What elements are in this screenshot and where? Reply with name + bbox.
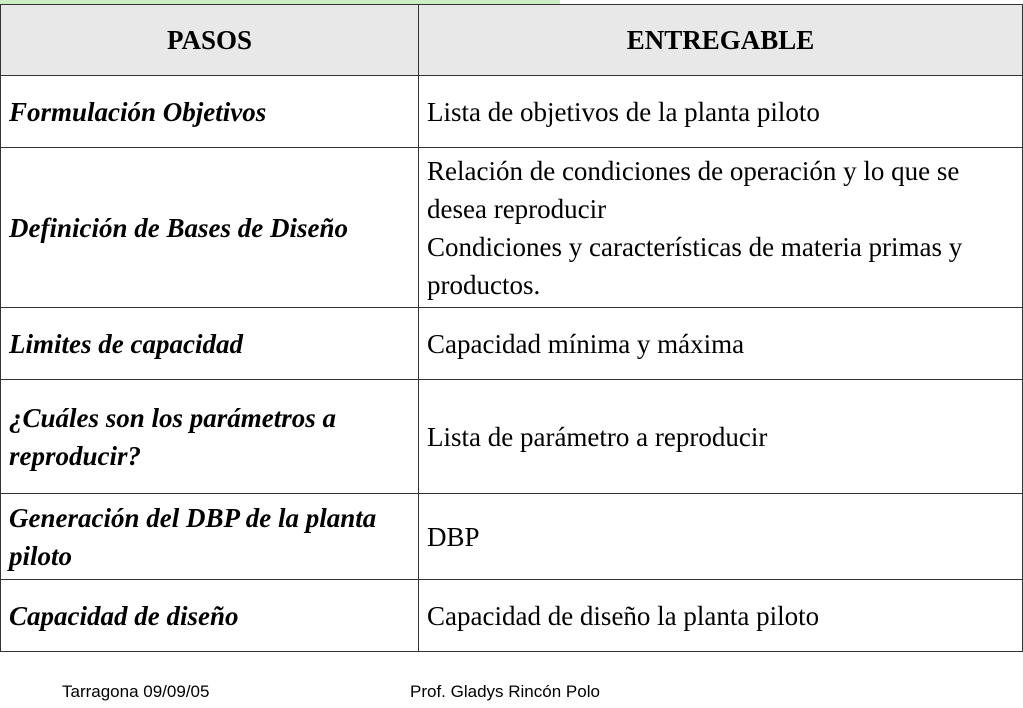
deliverable-cell: [419, 494, 1023, 580]
deliverable-cell: [419, 580, 1023, 652]
step-text: Capacidad de diseño: [9, 600, 239, 631]
table-row: [1, 580, 1023, 652]
step-text: Definición de Bases de Diseño: [9, 212, 348, 243]
step-cell: [1, 148, 419, 308]
deliverable-text: Lista de objetivos de la planta piloto: [427, 96, 820, 127]
table-row: [1, 494, 1023, 580]
step-cell: [1, 580, 419, 652]
deliverable-cell: [419, 380, 1023, 494]
step-text: Generación del DBP de la planta piloto: [9, 502, 377, 571]
step-cell: [1, 494, 419, 580]
table-row: [1, 380, 1023, 494]
table-row: [1, 148, 1023, 308]
deliverable-text: Capacidad mínima y máxima: [427, 328, 745, 359]
deliverable-cell: [419, 148, 1023, 308]
step-cell: [1, 380, 419, 494]
deliverable-text: Relación de condiciones de operación y lo que se desea reproducir: [427, 155, 960, 224]
step-text: Limites de capacidad: [9, 328, 243, 359]
step-cell: [1, 76, 419, 148]
deliverable-cell: [419, 76, 1023, 148]
step-cell: [1, 308, 419, 380]
footer-place-date: Tarragona 09/09/05: [62, 682, 210, 701]
table-row: [1, 308, 1023, 380]
deliverable-text: DBP: [427, 521, 480, 552]
footer-author: Prof. Gladys Rincón Polo: [410, 682, 600, 701]
header-pasos: PASOS: [1, 5, 419, 76]
step-text: ¿Cuáles son los parámetros a reproducir?: [9, 402, 337, 471]
deliverable-text: Capacidad de diseño la planta piloto: [427, 600, 820, 631]
table-row: [1, 76, 1023, 148]
step-text: Formulación Objetivos: [9, 96, 267, 127]
deliverable-cell: [419, 308, 1023, 380]
header-entregable: ENTREGABLE: [419, 5, 1023, 76]
deliverable-text: Condiciones y características de materia primas y productos.: [427, 231, 963, 300]
deliverable-text: Lista de parámetro a reproducir: [427, 421, 768, 452]
steps-deliverables-table: [0, 4, 1023, 652]
table-header-row: [1, 5, 1023, 76]
